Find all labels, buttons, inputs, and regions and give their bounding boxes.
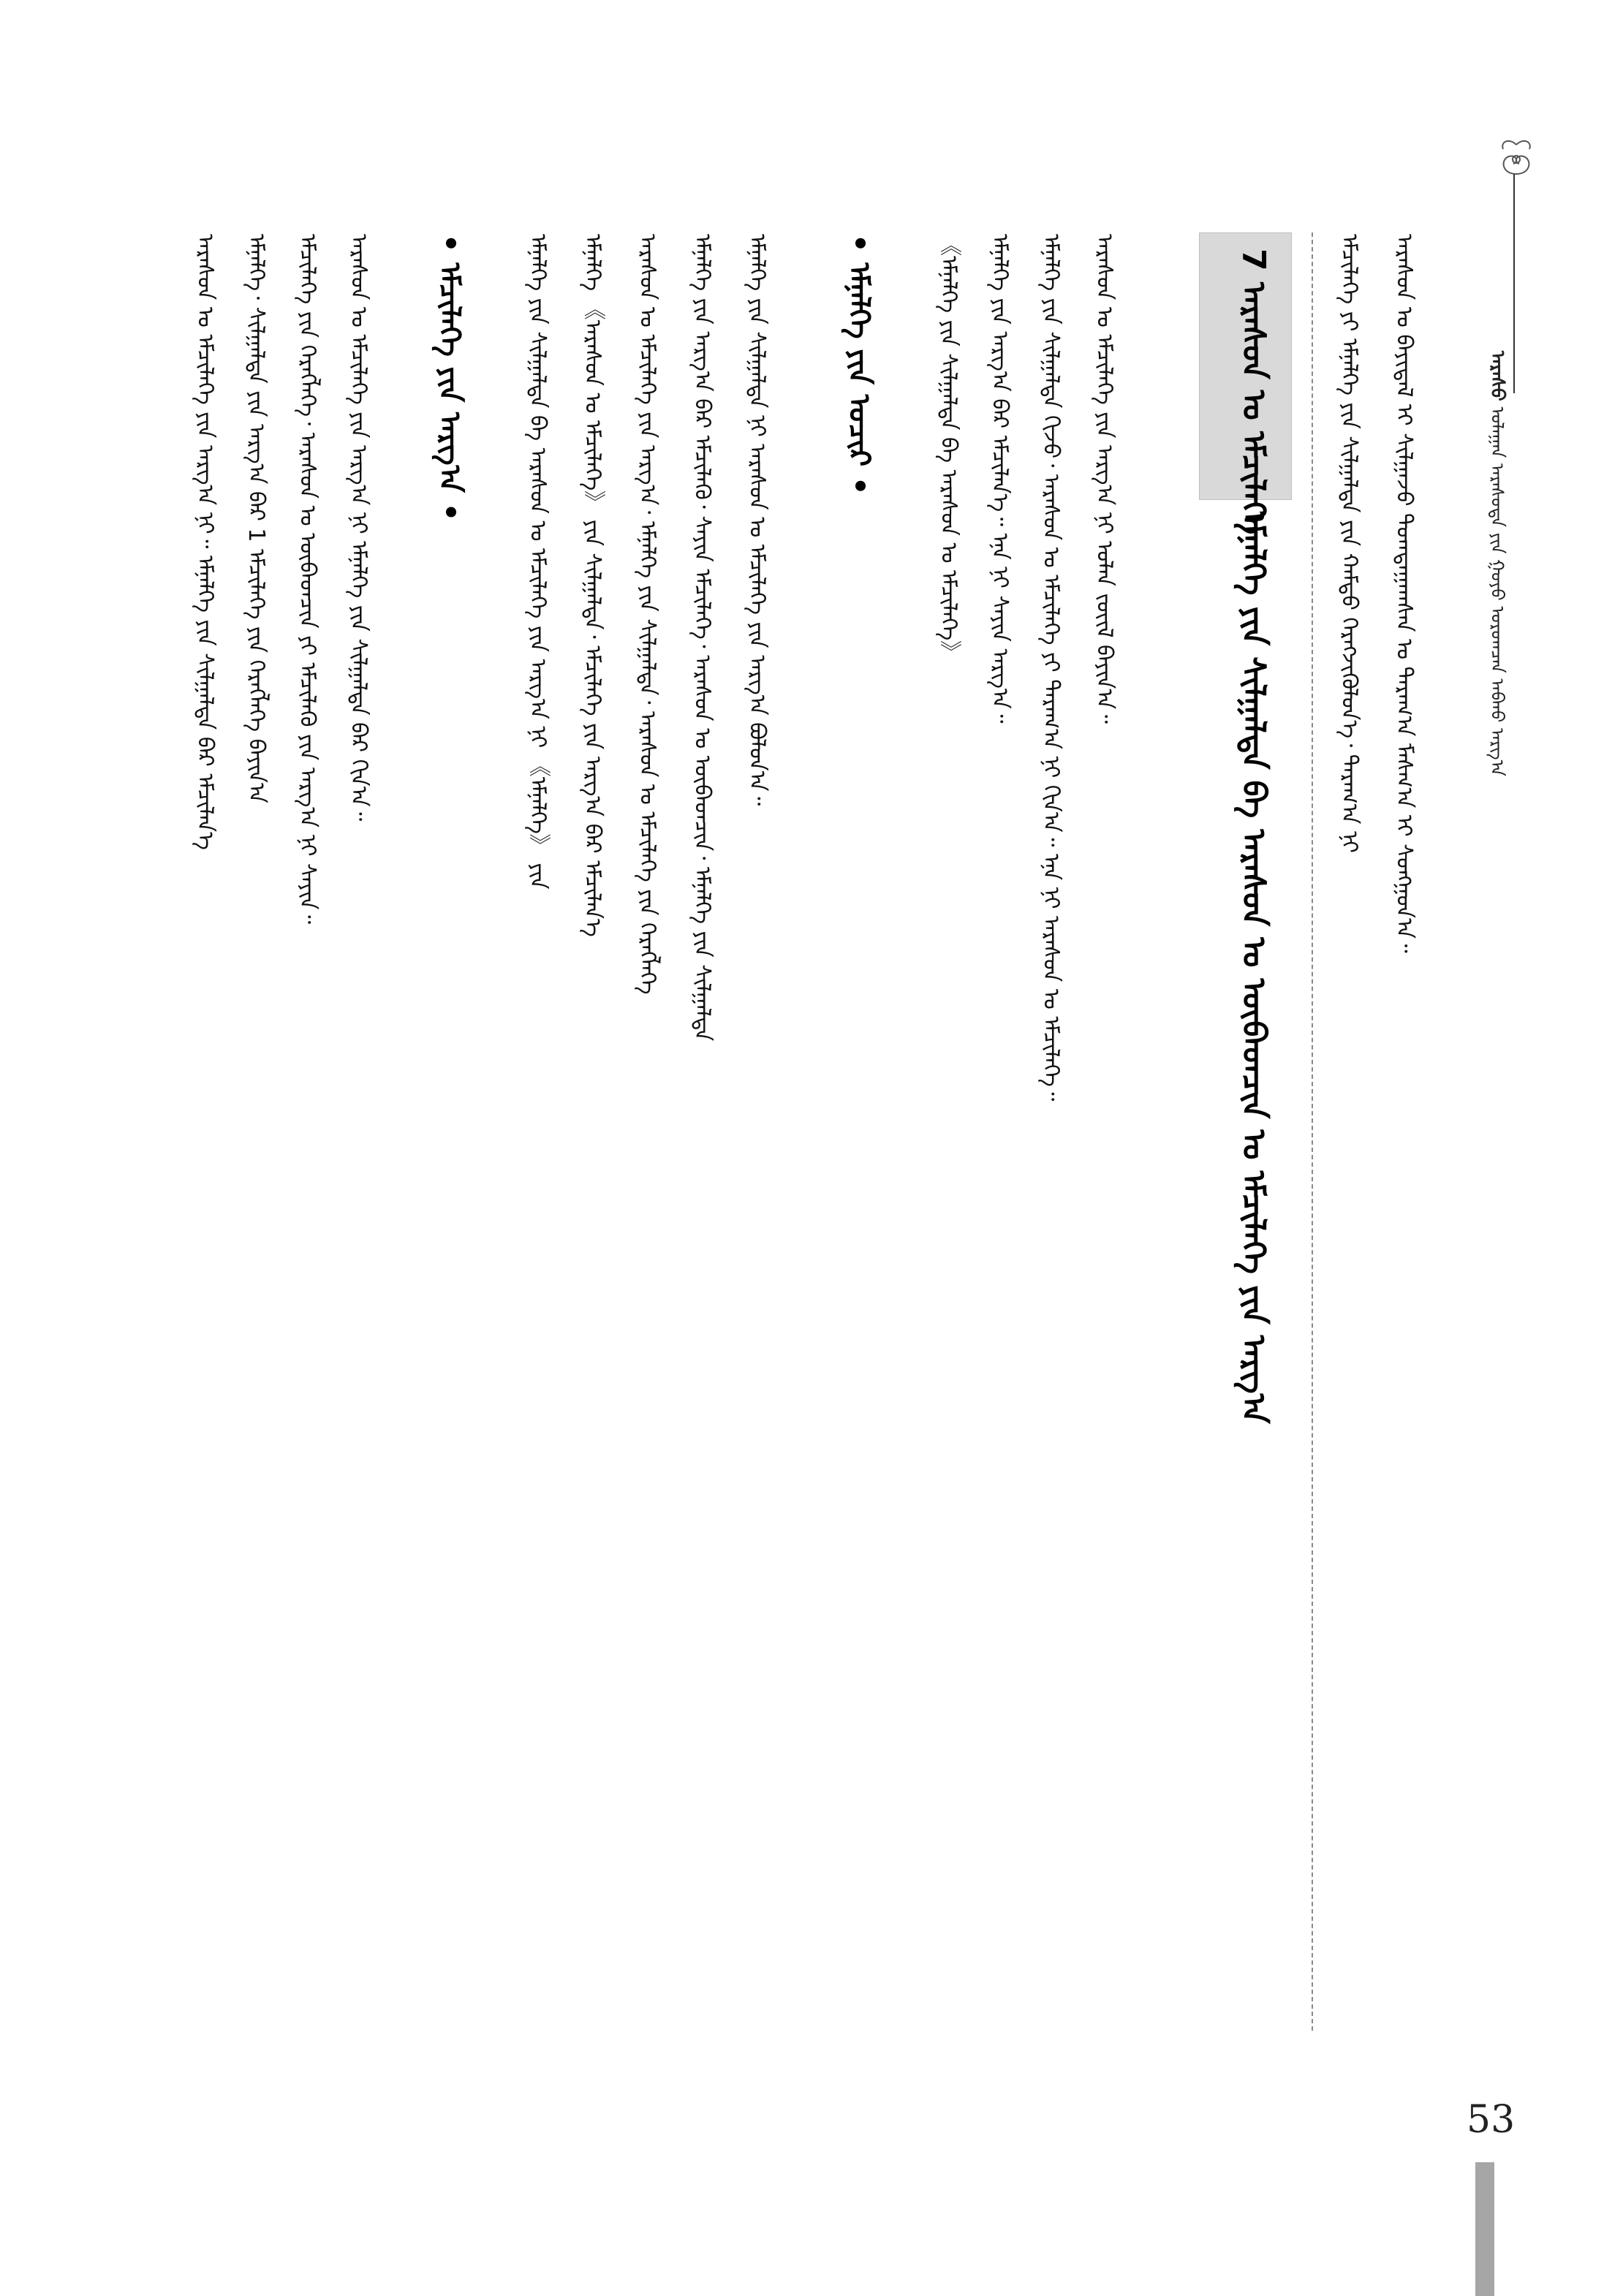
running-head-bold: ᠠᠷᠠᠰᠤ: [1486, 351, 1508, 401]
top-column-1: ᠠᠷᠠᠰᠤᠨ ᠤ ᠪᠠᠶᠢᠳᠠᠯ ᠢ ᠰᠢᠯᠭᠠᠵᠤ ᠲᠣᠭᠲᠠᠭᠠᠭᠰᠠᠨ ᠤ ᠳᠠᠷᠠᠭ᠎ᠠ ᠮᠠᠰᠬ᠎ᠠ ᠢ ᠰᠣᠩᠭᠣᠨ᠎ᠠ᠃: [1391, 234, 1417, 953]
subheading-1: • ᠡᠮᠨᠡᠯᠭᠡ ᠶᠢᠨ ᠤᠴᠢᠷ •: [842, 234, 876, 496]
body-column-7: ᠡᠮᠴᠢᠯᠡᠭᠡ ᠶᠢᠨ ᠬᠡᠷᠡᠭᠯᠡᠭᠡ᠂ ᠠᠷᠠᠰᠤᠨ ᠤ ᠥᠪᠡᠳᠴᠢᠨ ᠶᠢ ᠡᠮᠴᠢᠯᠡᠬᠦ ᠶᠢᠨ ᠠᠷᠭ᠎ᠠ ᠨᠢ ᠰᠠᠶᠢᠨ᠃: [295, 234, 320, 925]
body-column-8: ᠡᠮᠨᠡᠯᠭᠡ᠂ ᠰᠢᠯᠭᠠᠯᠲᠠ ᠶᠢᠨ ᠠᠷᠭ᠎ᠠ ᠪᠠᠷ 1 ᠡᠮᠴᠢᠯᠡᠭᠡ ᠶᠢᠨ ᠬᠡᠷᠡᠭᠯᠡᠭᠡ ᠪᠠᠶᠢᠨ᠎ᠠ: [243, 234, 269, 803]
body-column-4: ᠡᠮᠨᠡᠯᠭᠡ 《ᠠᠷᠠᠰᠤᠨ ᠤ ᠡᠮᠴᠢᠯᠡᠭᠡ》 ᠶᠢᠨ ᠰᠢᠯᠭᠠᠯᠲᠠ᠂ ᠡᠮᠴᠢᠯᠡᠭᠡ ᠶᠢᠨ ᠠᠷᠭ᠎ᠠ ᠪᠠᠷ ᠡᠮᠴᠢᠯᠡᠨ᠎ᠡ: [580, 234, 605, 937]
running-head: [1480, 351, 1514, 776]
body-column-3: ᠠᠷᠠᠰᠤᠨ ᠤ ᠡᠮᠴᠢᠯᠡᠭᠡ ᠶᠢᠨ ᠠᠷᠭ᠎ᠠ᠂ ᠡᠮᠨᠡᠯᠭᠡ ᠶᠢᠨ ᠰᠢᠯᠭᠠᠯᠲᠠ᠂ ᠠᠷᠠᠰᠤᠨ ᠤ ᠡᠮᠴᠢᠯᠡᠭᠡ ᠶᠢᠨ ᠬᠡᠷᠡᠭᠯᠡᠭᠡ: [635, 234, 660, 995]
subheading-2: • ᠡᠮᠴᠢᠯᠡᠭᠡ ᠶᠢᠨ ᠠᠷᠭ᠎ᠠ •: [433, 234, 466, 522]
body-column-6: ᠠᠷᠠᠰᠤᠨ ᠤ ᠡᠮᠴᠢᠯᠡᠭᠡ ᠶᠢᠨ ᠠᠷᠭ᠎ᠠ ᠨᠢ ᠡᠮᠨᠡᠯᠭᠡ ᠶᠢᠨ ᠰᠢᠯᠭᠠᠯᠲᠠ ᠪᠠᠷ ᠬᠢᠨ᠎ᠠ᠃: [346, 234, 371, 822]
intro-column-1: ᠠᠷᠠᠰᠤᠨ ᠤ ᠡᠮᠴᠢᠯᠡᠭᠡ ᠶᠢᠨ ᠠᠷᠭ᠎ᠠ ᠨᠢ ᠣᠯᠠᠨ ᠵᠦᠢᠯ ᠪᠠᠶᠢᠨ᠎ᠠ᠃: [1092, 234, 1117, 724]
body-column-1: ᠡᠮᠨᠡᠯᠭᠡ ᠶᠢᠨ ᠰᠢᠯᠭᠠᠯᠲᠠ ᠨᠢ ᠠᠷᠠᠰᠤᠨ ᠤ ᠡᠮᠴᠢᠯᠡᠭᠡ ᠶᠢᠨ ᠠᠷᠭ᠎ᠠ ᠪᠣᠯᠤᠨ᠎ᠠ᠃: [744, 234, 770, 806]
section-heading: [1225, 249, 1282, 534]
running-head-title: ᠤᠯᠠᠭᠠᠨ ᠠᠷᠠᠰᠤᠳᠠ ᠶᠢᠨ ᠭᠤᠶᠤ ᠤᠷᠤᠭᠴᠠᠨ ᠠᠪᠬᠤ ᠠᠷᠭ᠎ᠠ: [1487, 406, 1507, 776]
section-heading-continued: ᠡᠮᠨᠡᠯᠭᠡ ᠶᠢᠨ ᠰᠢᠯᠭᠠᠯᠲᠠ ᠪᠠ ᠠᠷᠠᠰᠤᠨ ᠤ ᠥᠪᠡᠳᠴᠢᠨ ᠤ ᠡᠮᠴᠢᠯᠡᠭᠡ ᠶᠢᠨ ᠠᠷᠭ᠎ᠠ: [1235, 512, 1272, 1424]
section-divider: [1312, 232, 1313, 2031]
intro-column-4: 《ᠡᠮᠨᠡᠯᠭᠡ ᠶᠢᠨ ᠰᠢᠯᠭᠠᠯᠲᠠ ᠪᠠ ᠠᠷᠠᠰᠤᠨ ᠤ ᠡᠮᠴᠢᠯᠡᠭᠡ》: [936, 234, 961, 663]
ornament-icon: [1487, 130, 1546, 189]
page-number: 53: [1467, 2098, 1516, 2142]
page-side-tab: [1475, 2162, 1494, 2296]
body-column-9: ᠠᠷᠠᠰᠤᠨ ᠤ ᠡᠮᠴᠢᠯᠡᠭᠡ ᠶᠢᠨ ᠠᠷᠭ᠎ᠠ ᠨᠢ᠃ ᠡᠮᠨᠡᠯᠭᠡ ᠶᠢᠨ ᠰᠢᠯᠭᠠᠯᠲᠠ ᠪᠠᠷ ᠡᠮᠴᠢᠯᠡᠨ᠎ᠡ: [192, 234, 218, 850]
top-column-2: ᠡᠮᠴᠢᠯᠡᠭᠡ ᠶᠢ ᠡᠮᠨᠡᠯᠭᠡ ᠶᠢᠨ ᠰᠢᠯᠭᠠᠯᠲᠠ ᠶᠢᠨ ᠬᠠᠮᠲᠤ ᠬᠡᠷᠡᠭᠵᠢᠭᠦᠯᠦᠨ᠎ᠡ᠂ ᠳᠠᠷᠠᠭ᠎ᠠ ᠨᠢ: [1336, 234, 1362, 853]
section-heading-text: ᠠᠷᠠᠰᠤᠨ ᠤ ᠡᠮᠴᠢᠯᠡᠭᠡ: [1235, 281, 1272, 535]
intro-column-2: ᠡᠮᠨᠡᠯᠭᠡ ᠶᠢᠨ ᠰᠢᠯᠭᠠᠯᠲᠠ ᠬᠢᠵᠤ᠂ ᠠᠷᠠᠰᠤᠨ ᠤ ᠡᠮᠴᠢᠯᠡᠭᠡ ᠶᠢ ᠳᠠᠷᠠᠭ᠎ᠠ ᠨᠢ ᠬᠢᠨ᠎ᠠ᠃ ᠡᠨᠡ ᠨᠢ ᠠᠷᠠᠰᠤᠨ ᠤ ᠡᠮᠴᠢᠯᠡᠭᠡ᠃: [1038, 234, 1064, 1102]
body-column-2: ᠡᠮᠨᠡᠯᠭᠡ ᠶᠢᠨ ᠠᠷᠭ᠎ᠠ ᠪᠠᠷ ᠡᠮᠴᠢᠯᠡᠬᠦ᠂ ᠰᠠᠶᠢᠨ ᠡᠮᠴᠢᠯᠡᠭᠡ᠂ ᠠᠷᠠᠰᠤᠨ ᠤ ᠥᠪᠡᠳᠴᠢᠨ᠂ ᠡᠮᠨᠡᠯᠭᠡ ᠶᠢᠨ ᠰᠢᠯᠭᠠᠯᠲᠠ: [689, 234, 715, 1042]
body-column-5: ᠡᠮᠨᠡᠯᠭᠡ ᠶᠢᠨ ᠰᠢᠯᠭᠠᠯᠲᠠ ᠪᠠ ᠠᠷᠠᠰᠤᠨ ᠤ ᠡᠮᠴᠢᠯᠡᠭᠡ ᠶᠢᠨ ᠠᠷᠭ᠎ᠠ ᠨᠢ 《ᠡᠮᠨᠡᠯᠭᠡ》 ᠶᠢᠨ: [525, 234, 551, 890]
section-number: 7: [1235, 249, 1272, 271]
intro-column-3: ᠡᠮᠨᠡᠯᠭᠡ ᠶᠢᠨ ᠠᠷᠭ᠎ᠠ ᠪᠠᠷ ᠡᠮᠴᠢᠯᠡᠨ᠎ᠡ᠃ ᠡᠨᠡ ᠨᠢ ᠰᠠᠶᠢᠨ ᠠᠷᠭ᠎ᠠ᠃: [987, 234, 1013, 724]
